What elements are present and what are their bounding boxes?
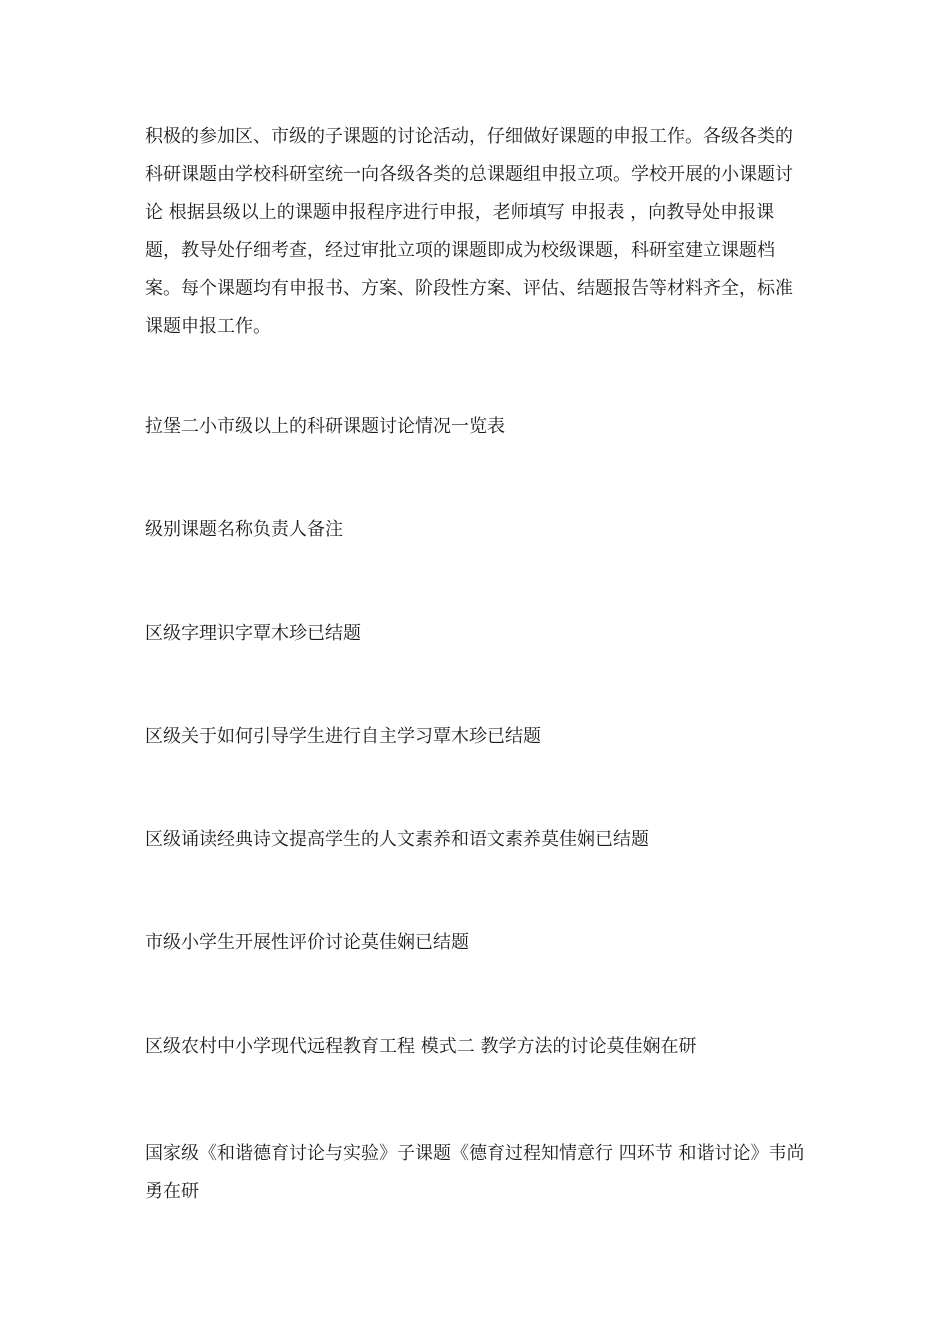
intro-paragraph: 积极的参加区、市级的子课题的讨论活动，仔细做好课题的申报工作。各级各类的科研课题由学校科研室统一向各级各类的总课题组申报立项。学校开展的小课题讨论 根据县级以上的课题申报程序进行申报，老师填写 申报表 ，向教导处申报课题，教导处仔细考查，经过审批立项的课题即成为校级课题，科研室建立课题档案。每个课题均有申报书、方案、阶段性方案、评估、结题报告等材料齐全，标准课题申报工作。 bbox=[145, 126, 793, 337]
table-row: 区级字理识字覃木珍已结题 bbox=[145, 623, 361, 644]
table-row: 国家级《和谐德育讨论与实验》子课题《德育过程知情意行 四环节 和谐讨论》韦尚勇在研 bbox=[145, 1143, 805, 1202]
table-row: 市级小学生开展性评价讨论莫佳娴已结题 bbox=[145, 932, 469, 953]
table-row: 区级关于如何引导学生进行自主学习覃木珍已结题 bbox=[145, 726, 541, 747]
table-header: 级别课题名称负责人备注 bbox=[145, 519, 343, 540]
table-row: 区级诵读经典诗文提高学生的人文素养和语文素养莫佳娴已结题 bbox=[145, 829, 649, 850]
table-title: 拉堡二小市级以上的科研课题讨论情况一览表 bbox=[145, 416, 505, 437]
table-row: 区级农村中小学现代远程教育工程 模式二 教学方法的讨论莫佳娴在研 bbox=[145, 1036, 697, 1057]
